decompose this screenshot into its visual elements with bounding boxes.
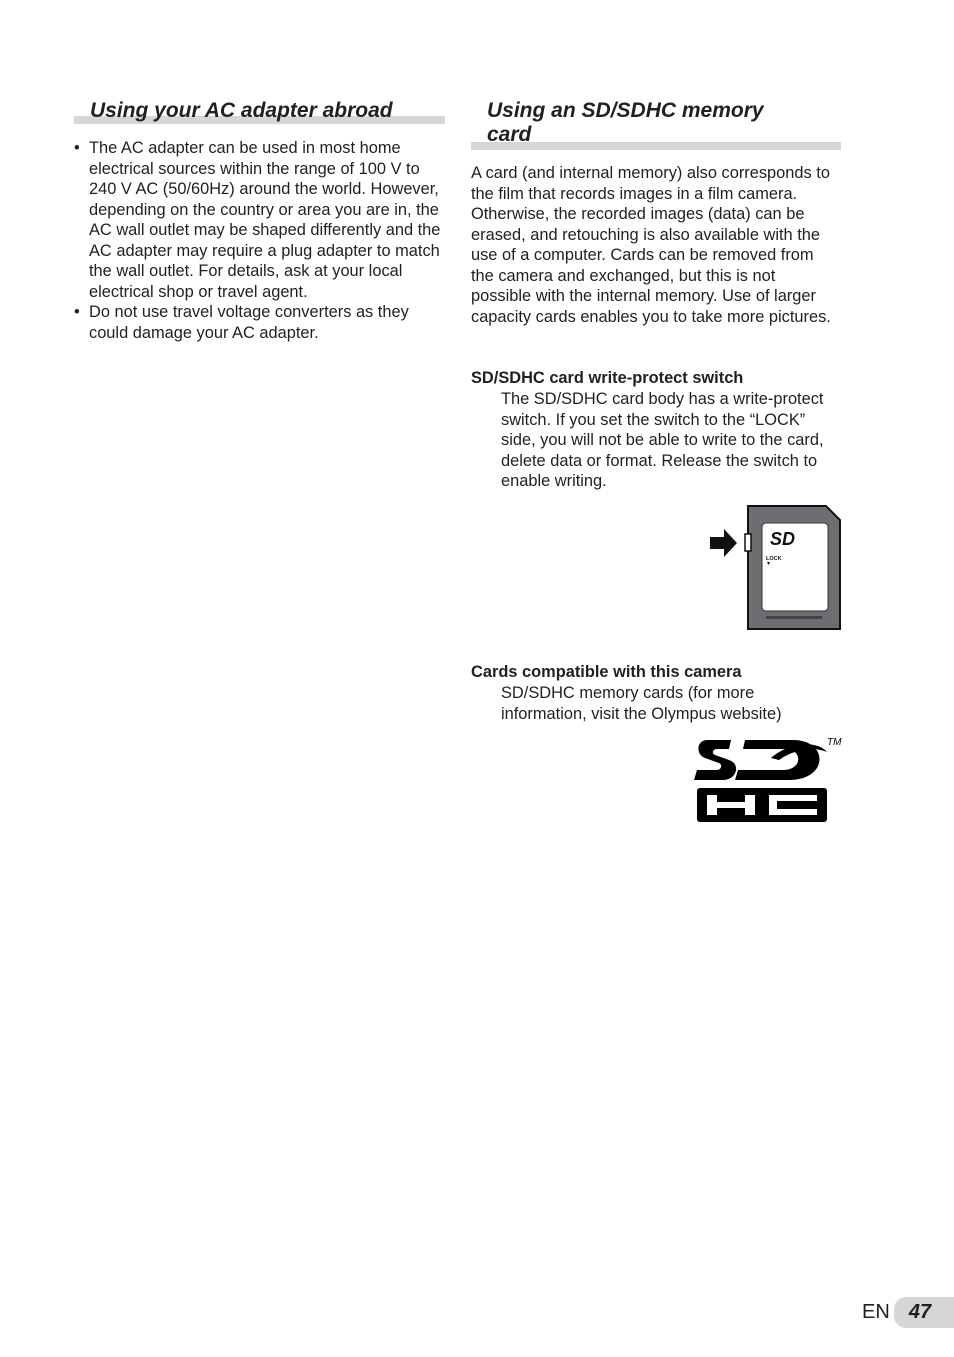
write-protect-title: SD/SDHC card write-protect switch xyxy=(471,369,744,387)
adapter-bullet-2: • Do not use travel voltage converters as they could damage your AC adapter. xyxy=(74,302,446,343)
sd-card-bottom-edge xyxy=(766,616,822,619)
sd-logo-small: SD xyxy=(770,529,796,549)
adapter-bullet-1: • The AC adapter can be used in most home electrical sources within the range of 100 V to 240 V AC (50/60Hz) around the world. However, depending on the country or area you are in, the AC wall outlet may be shaped differently and the AC adapter may require a plug adapter to match the wall outlet. For details, ask at your local electrical shop or travel agent. xyxy=(74,138,446,302)
adapter-bullet-list xyxy=(74,138,446,343)
sdhc-logo xyxy=(693,734,845,826)
right-heading: Using an SD/SDHC memory card xyxy=(487,99,764,146)
page-number-tab xyxy=(894,1297,954,1328)
footer-language: EN xyxy=(862,1301,890,1323)
arrow-right-icon xyxy=(710,529,737,557)
lock-label: LOCK xyxy=(766,556,782,562)
compatible-cards-title: Cards compatible with this camera xyxy=(471,663,742,681)
lock-switch xyxy=(745,534,751,551)
left-heading: Using your AC adapter abroad xyxy=(90,99,393,122)
sdhc-logo-tm: TM xyxy=(827,737,842,748)
sd-card-intro: A card (and internal memory) also corresponds to the film that records images in a film camera. Otherwise, the recorded images (data) can be erased, and retouching is also available with the use of a computer. Cards can be removed from the camera and exchanged, but this is not possible with the internal memory. Use of larger capacity cards enables you to take more pictures. xyxy=(471,164,831,326)
sd-card-illustration xyxy=(706,503,846,633)
compatible-cards-body: SD/SDHC memory cards (for more information, visit the Olympus website) xyxy=(501,684,782,723)
page-number: 47 xyxy=(908,1301,932,1323)
write-protect-body: The SD/SDHC card body has a write-protect switch. If you set the switch to the “LOCK” side, you will not be able to write to the card, delete data or format. Release the switch to enable writing. xyxy=(501,390,824,490)
sdhc-logo-letter-s xyxy=(694,740,736,780)
